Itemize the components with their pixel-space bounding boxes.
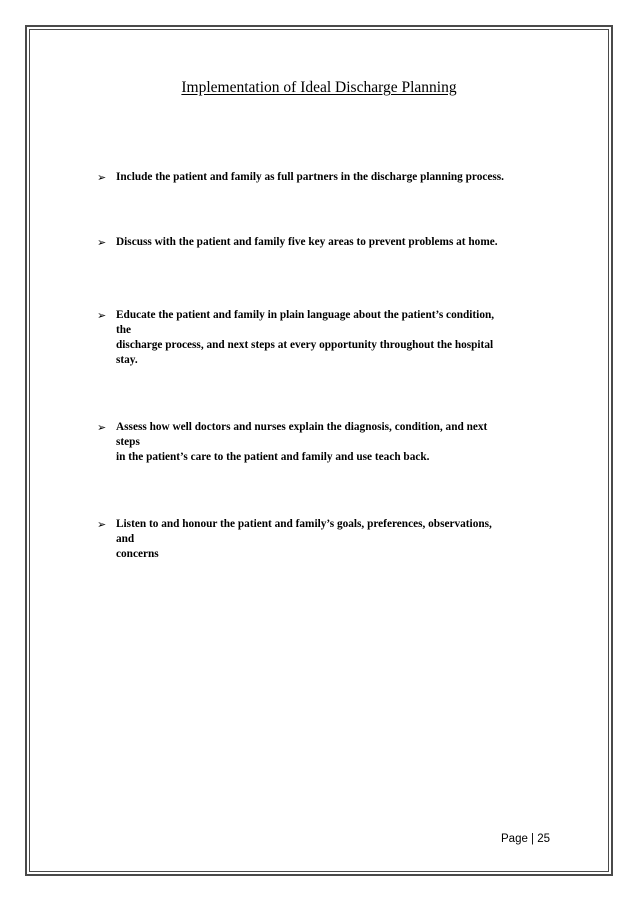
bullet-item-3 xyxy=(97,308,567,368)
bullet-item-5 xyxy=(97,517,567,562)
bullet-line: Assess how well doctors and nurses explain the diagnosis, condition, and next xyxy=(116,421,488,433)
arrow-bullet-icon: ➢ xyxy=(97,236,107,249)
bullet-line: Discuss with the patient and family five key areas to prevent problems at home. xyxy=(116,236,498,248)
bullet-line: and xyxy=(116,533,135,545)
arrow-bullet-icon: ➢ xyxy=(97,518,107,531)
bullet-line: discharge process, and next steps at every opportunity throughout the hospital xyxy=(116,339,494,351)
bullet-item-1 xyxy=(97,170,567,185)
bullet-item-2 xyxy=(97,235,567,250)
bullet-line: Educate the patient and family in plain language about the patient’s condition, xyxy=(116,309,495,321)
bullet-line: stay. xyxy=(116,354,138,366)
page-number: Page | 25 xyxy=(501,833,551,845)
bullet-line: steps xyxy=(116,436,140,448)
page-title: Implementation of Ideal Discharge Planning xyxy=(181,79,457,96)
arrow-bullet-icon: ➢ xyxy=(97,171,107,184)
bullet-line: in the patient’s care to the patient and family and use teach back. xyxy=(116,451,430,463)
bullet-line: Include the patient and family as full partners in the discharge planning process. xyxy=(116,171,505,183)
bullet-line: concerns xyxy=(116,548,159,560)
bullet-item-4 xyxy=(97,420,567,465)
arrow-bullet-icon: ➢ xyxy=(97,309,107,322)
bullet-line: Listen to and honour the patient and family’s goals, preferences, observations, xyxy=(116,518,492,530)
bullet-line: the xyxy=(116,324,132,336)
arrow-bullet-icon: ➢ xyxy=(97,421,107,434)
